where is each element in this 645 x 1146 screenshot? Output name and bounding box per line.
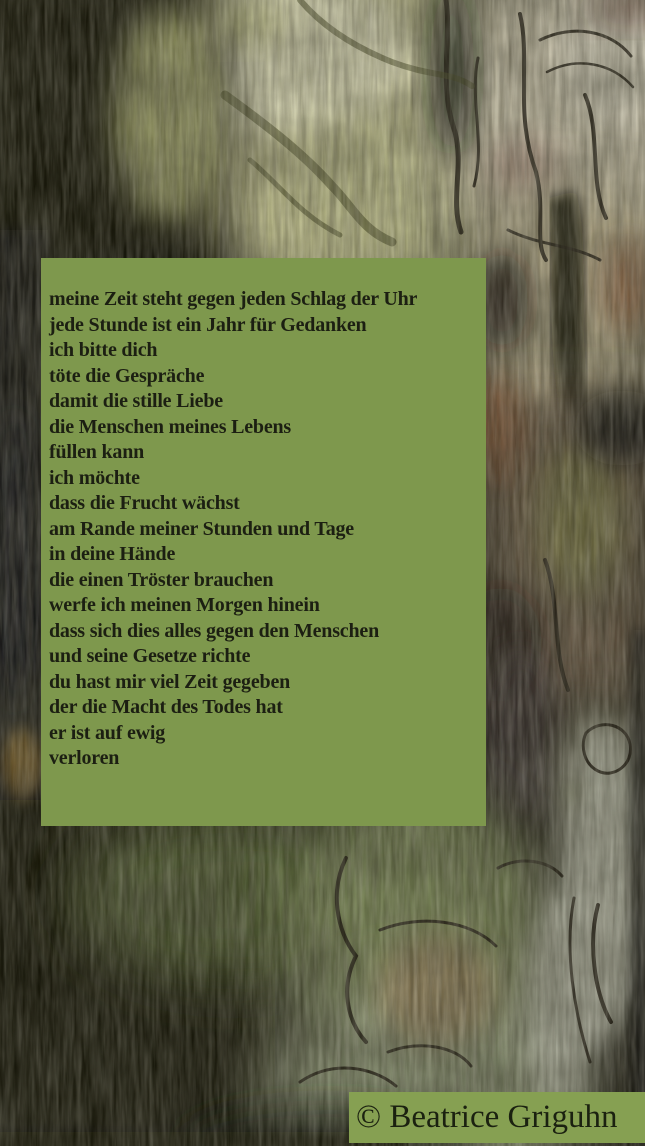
poem-panel bbox=[41, 258, 486, 826]
poem-line: die Menschen meines Lebens bbox=[49, 415, 292, 438]
poem-line: ich möchte bbox=[49, 466, 140, 489]
poem-line: die einen Tröster brauchen bbox=[49, 568, 274, 591]
poem-line: dass die Frucht wächst bbox=[49, 492, 240, 514]
poem-line: verloren bbox=[49, 747, 120, 769]
poem-line: der die Macht des Todes hat bbox=[49, 696, 283, 718]
poem-line: jede Stunde ist ein Jahr für Gedanken bbox=[49, 313, 367, 336]
poem-line: damit die stille Liebe bbox=[49, 390, 223, 412]
poem-line: werfe ich meinen Morgen hinein bbox=[49, 594, 320, 616]
poem-line: ich bitte dich bbox=[49, 339, 158, 361]
copyright-text: © Beatrice Griguhn bbox=[356, 1099, 618, 1135]
poem-line: füllen kann bbox=[49, 441, 145, 463]
poem-line: meine Zeit steht gegen jeden Schlag der Uhr bbox=[49, 288, 418, 310]
poem-line: in deine Hände bbox=[49, 543, 176, 565]
poem-line: töte die Gespräche bbox=[49, 364, 205, 387]
poem-line: du hast mir viel Zeit gegeben bbox=[49, 670, 291, 693]
poem-line: er ist auf ewig bbox=[49, 721, 166, 744]
poem-line: und seine Gesetze richte bbox=[49, 645, 251, 667]
copyright-bar bbox=[349, 1092, 645, 1143]
poem-line: dass sich dies alles gegen den Menschen bbox=[49, 619, 380, 642]
poem-line: am Rande meiner Stunden und Tage bbox=[49, 517, 354, 540]
